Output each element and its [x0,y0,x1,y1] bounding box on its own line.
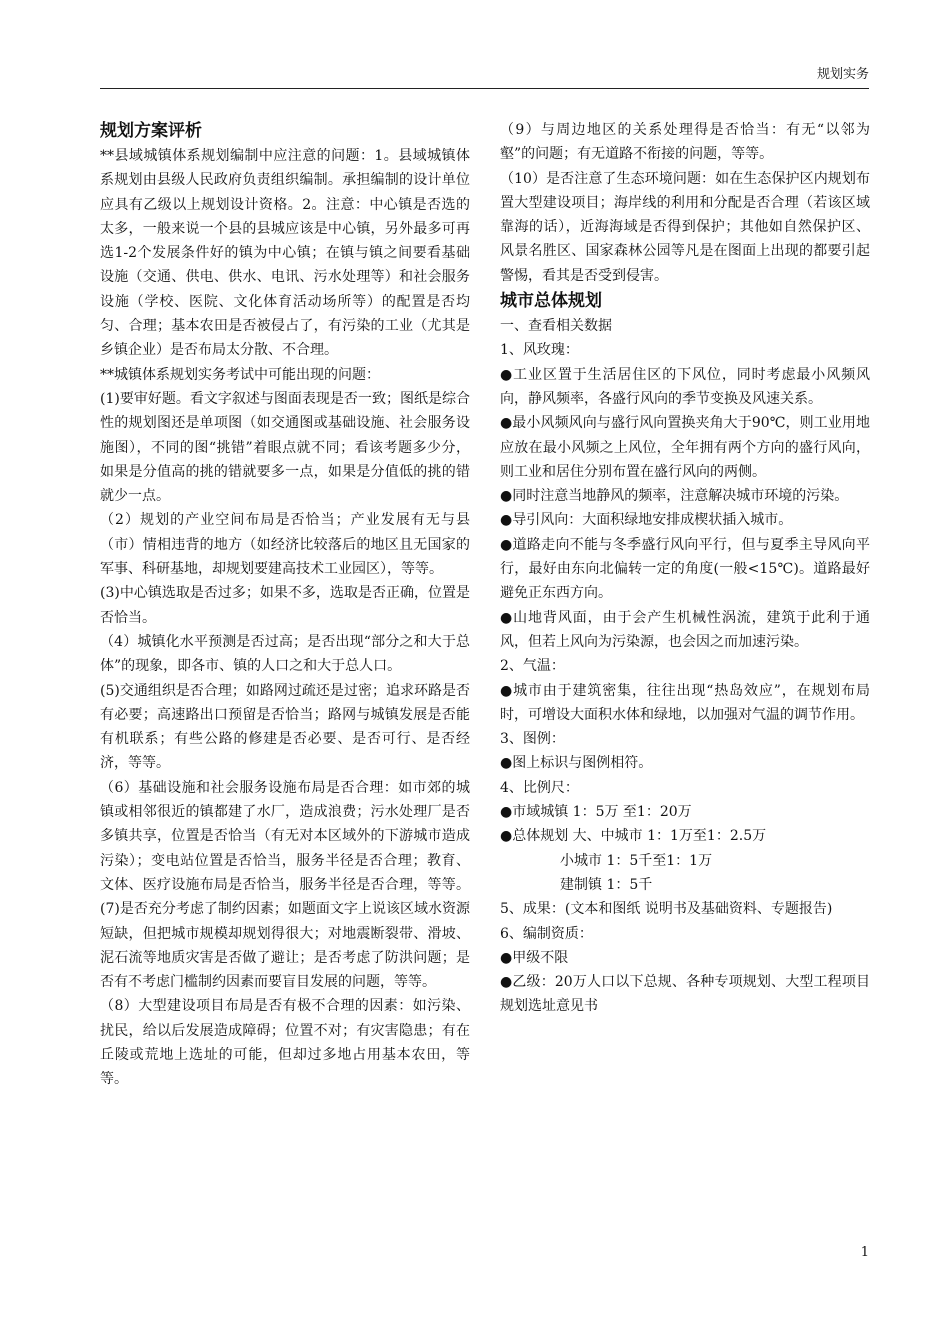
section-heading-plan-review: 规划方案评析 [100,121,202,141]
paragraph: （10）是否注意了生态环境问题：如在生态保护区内规划布置大型建设项目；海岸线的利用和分配是否合理（若该区域靠海的话），近海海域是否得到保护；其他如自然保护区、风景名胜区、国家森林公园等凡是在图面上出现的都要引起警惕，看其是否受到侵害。 [500,170,870,284]
scale-line-indented: 建制镇 1：5千 [560,876,653,893]
header-rule [100,88,869,89]
paragraph: （6）基础设施和社会服务设施布局是否合理：如市郊的城镇或相邻很近的镇都建了水厂，造成浪费；污水处理厂是否多镇共享，位置是否恰当（有无对本区域外的下游城市造成污染）；变电站位置是否恰当，服务半径是否合理；教育、文体、医疗设施布局是否恰当，服务半径是否合理，等等。(7)是否充分考虑了制约因素；如题面文字上说该区域水资源短缺，但把城市规模却规划得很大；对地震断裂带、滑坡、泥石流等地质灾害是否做了避让；是否考虑了防洪问题；是否有不考虑门槛制约因素而要盲目发展的问题，等等。 [100,779,470,991]
list-item: ●市域城镇 1：5万 至1：20万 [500,804,692,821]
list-item: ●乙级：20万人口以下总规、各种专项规划、大型工程项目规划选址意见书 [500,974,870,1015]
list-item: 6、编制资质： [500,925,593,942]
list-item: 2、气温： [500,658,565,675]
list-item: ●山地背风面，由于会产生机械性涡流，建筑于此利于通风，但若上风向为污染源，也会因之而加速污染。 [500,609,870,650]
paragraph: （4）城镇化水平预测是否过高；是否出现“部分之和大于总体”的现象，即各市、镇的人口之和大于总人口。 [100,633,470,675]
list-item: ●工业区置于生活居住区的下风位，同时考虑最小风频风向，静风频率，各盛行风向的季节变换及风速关系。 [500,366,870,407]
list-item: ●城市由于建筑密集，往往出现“热岛效应”，在规划布局时，可增设大面积水体和绿地，以加强对气温的调节作用。 [500,682,870,723]
list-item: ●道路走向不能与冬季盛行风向平行，但与夏季主导风向平行，最好由东向北偏转一定的角度(一般<15℃)。道路最好避免正东西方向。 [500,536,870,602]
list-item: 一、查看相关数据 [500,318,612,335]
page-header-title: 规划实务 [816,67,869,82]
list-item: ●最小风频风向与盛行风向置换夹角大于90℃，则工业用地应放在最小风频之上风位，全年拥有两个方向的盛行风向，则工业和居住分别布置在盛行风向的两侧。 [500,415,870,480]
list-item: 1、风玫瑰： [500,342,579,359]
paragraph: （2）规划的产业空间布局是否恰当；产业发展有无与县（市）情相违背的地方（如经济比较落后的地区且无国家的军事、科研基地，却规划要建高技术工业园区），等等。 [100,512,470,578]
paragraph: （9）与周边地区的关系处理得是否恰当：有无“以邻为壑”的问题；有无道路不衔接的问题，等等。 [500,122,870,163]
section-heading-master-plan: 城市总体规划 [500,291,602,312]
paragraph: **县域城镇体系规划编制中应注意的问题：1。县域城镇体系规划由县级人民政府负责组织编制。承担编制的设计单位应具有乙级以上规划设计资格。2。注意：中心镇是否选的太多，一般来说一个县的县城应该是中心镇，另外最多可再选1-2个发展条件好的镇为中心镇；在镇与镇之间要看基础设施（交通、供电、供水、电讯、污水处理等）和社会服务设施（学校、医院、文化体育活动场所等）的配置是否均匀、合理；基本农田是否被侵占了，有污染的工业（尤其是乡镇企业）是否布局太分散、不合理。 [100,148,470,359]
list-item: ●甲级不限 [500,949,569,966]
list-item: 3、图例： [500,731,565,748]
left-column [100,118,470,1092]
scale-line-indented: 小城市 1：5千至1：1万 [560,852,713,869]
list-item: ●同时注意当地静风的频率，注意解决城市环境的污染。 [500,488,849,505]
paragraph: (1)要审好题。看文字叙述与图面表现是否一致；图纸是综合性的规划图还是单项图（如交通图或基础设施、社会服务设施图），不同的图“挑错”着眼点就不同；看该考题多少分，如果是分值高的挑的错就要多一点，如果是分值低的挑的错就少一点。 [100,390,470,505]
paragraph: （8）大型建设项目布局是否有极不合理的因素：如污染、扰民，给以后发展造成障碍；位置不对；有灾害隐患；有在丘陵或荒地上选址的可能，但却过多地占用基本农田，等等。 [100,998,470,1088]
list-item: ●图上标识与图例相符。 [500,755,653,772]
paragraph: **城镇体系规划实务考试中可能出现的问题： [100,366,380,383]
paragraph: (5)交通组织是否合理；如路网过疏还是过密；追求环路是否有必要；高速路出口预留是否恰当；路网与城镇发展是否能有机联系；有些公路的修建是否必要、是否可行、是否经济，等等。 [100,682,470,772]
right-column [500,118,870,1019]
list-item: 4、比例尺： [500,779,579,796]
paragraph: (3)中心镇选取是否过多；如果不多，选取是否正确，位置是否恰当。 [100,585,470,626]
list-item: 5、成果：(文本和图纸 说明书及基础资料、专题报告) [500,901,833,918]
page-number: 1 [860,1245,869,1260]
list-item: ●总体规划 大、中城市 1：1万至1：2.5万 [500,828,767,845]
list-item: ●导引风向：大面积绿地安排成楔状插入城市。 [500,512,793,529]
